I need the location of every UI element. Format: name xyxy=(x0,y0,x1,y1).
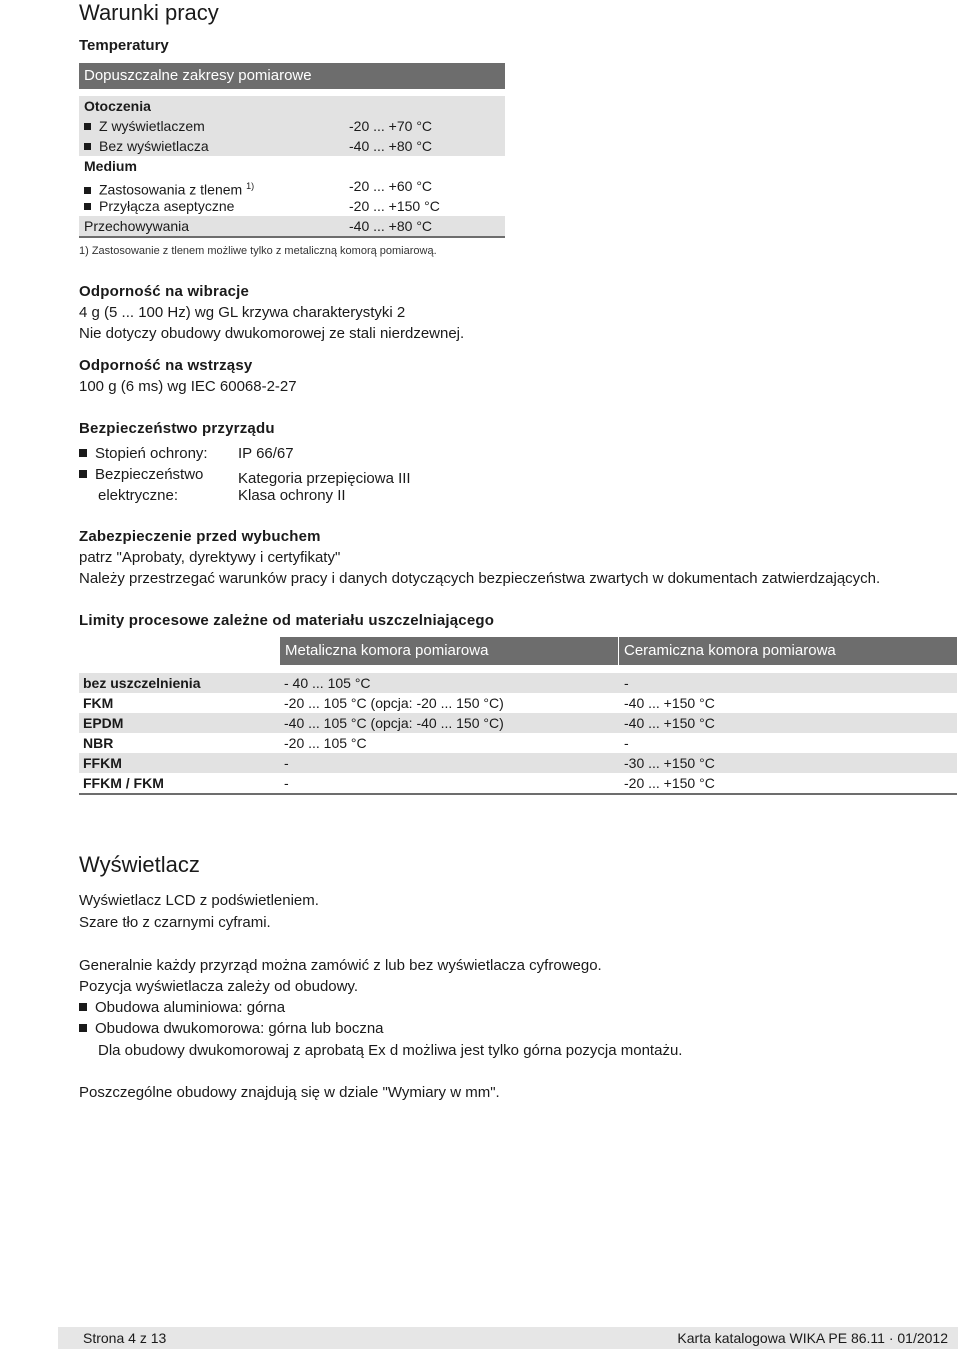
metal-cell: -20 ... 105 °C xyxy=(284,735,367,751)
temperature-table xyxy=(79,63,505,238)
electrical-label-2: elektryczne: xyxy=(98,487,179,504)
square-bullet-icon xyxy=(84,187,91,194)
ceramic-cell: - xyxy=(624,735,629,751)
vibration-line-1: 4 g (5 ... 100 Hz) wg GL krzywa charakterystyki 2 xyxy=(79,304,406,321)
square-bullet-icon xyxy=(79,1024,87,1032)
safety-heading: Bezpieczeństwo przyrządu xyxy=(79,420,275,437)
explosion-line-2: Należy przestrzegać warunków pracy i danych dotyczących bezpieczeństwa zwartych w dokumentach zatwierdzających. xyxy=(79,570,881,587)
list-item xyxy=(79,999,285,1016)
square-bullet-icon xyxy=(84,143,91,150)
display-p5: Poszczególne obudowy znajdują się w dziale "Wymiary w mm". xyxy=(79,1084,500,1101)
protection-value: IP 66/67 xyxy=(238,445,294,462)
limits-table xyxy=(79,637,957,795)
table-row xyxy=(79,713,957,733)
metal-cell: - xyxy=(284,775,289,791)
medium-label: Medium xyxy=(84,158,137,174)
metal-cell: - 40 ... 105 °C xyxy=(284,675,371,691)
metal-cell: - xyxy=(284,755,289,771)
display-title: Wyświetlacz xyxy=(79,852,200,877)
ambient-row-label: Z wyświetlaczem xyxy=(99,118,205,134)
medium-label-row xyxy=(79,156,505,176)
explosion-heading: Zabezpieczenie przed wybuchem xyxy=(79,528,321,545)
column-header-ceramic: Ceramiczna komora pomiarowa xyxy=(618,637,957,665)
electrical-value-2: Klasa ochrony II xyxy=(238,487,346,504)
storage-label: Przechowywania xyxy=(84,218,190,234)
ceramic-cell: - xyxy=(624,675,629,691)
ambient-label-row xyxy=(79,96,505,116)
square-bullet-icon xyxy=(79,1003,87,1011)
medium-row-value: -20 ... +60 °C xyxy=(349,178,433,194)
vibration-line-2: Nie dotyczy obudowy dwukomorowej ze stali nierdzewnej. xyxy=(79,325,465,342)
display-bullet-2: Obudowa dwukomorowa: górna lub boczna xyxy=(95,1020,384,1037)
protection-row xyxy=(79,445,208,462)
page-title: Warunki pracy xyxy=(79,0,219,25)
medium-row-label: Zastosowania z tlenem xyxy=(99,181,243,198)
explosion-line-1: patrz "Aprobaty, dyrektywy i certyfikaty" xyxy=(79,549,341,566)
display-p4: Pozycja wyświetlacza zależy od obudowy. xyxy=(79,978,359,995)
ceramic-cell: -40 ... +150 °C xyxy=(624,715,715,731)
display-p1: Wyświetlacz LCD z podświetleniem. xyxy=(79,892,319,909)
seal-cell: FFKM xyxy=(83,755,122,771)
electrical-value-1: Kategoria przepięciowa III xyxy=(238,470,411,487)
footnote-marker: 1) xyxy=(246,181,255,191)
storage-value: -40 ... +80 °C xyxy=(349,218,433,234)
storage-row xyxy=(79,216,505,236)
page-footer xyxy=(58,1327,958,1349)
temperature-footnote: 1) Zastosowanie z tlenem możliwe tylko z metaliczną komorą pomiarową. xyxy=(79,245,437,257)
limits-heading: Limity procesowe zależne od materiału uszczelniającego xyxy=(79,612,495,629)
table-row xyxy=(79,753,957,773)
table-row xyxy=(79,773,957,793)
shock-heading: Odporność na wstrząsy xyxy=(79,357,253,374)
medium-row-label: Przyłącza aseptyczne xyxy=(99,198,235,214)
seal-cell: FFKM / FKM xyxy=(83,775,164,791)
display-p3: Generalnie każdy przyrząd można zamówić z lub bez wyświetlacza cyfrowego. xyxy=(79,957,602,974)
ceramic-cell: -20 ... +150 °C xyxy=(624,775,715,791)
table-row xyxy=(79,693,957,713)
page-number: Strona 4 z 13 xyxy=(83,1330,167,1346)
column-header-metal: Metaliczna komora pomiarowa xyxy=(280,637,618,665)
metal-cell: -40 ... 105 °C (opcja: -40 ... 150 °C) xyxy=(284,715,504,731)
limits-table-header xyxy=(79,637,957,665)
ambient-row-value: -20 ... +70 °C xyxy=(349,118,433,134)
seal-cell: NBR xyxy=(83,735,114,751)
ceramic-cell: -30 ... +150 °C xyxy=(624,755,715,771)
seal-cell: EPDM xyxy=(83,715,124,731)
table-row xyxy=(79,733,957,753)
table-row xyxy=(79,116,505,136)
table-row xyxy=(79,196,505,216)
document-reference: Karta katalogowa WIKA PE 86.11 · 01/2012 xyxy=(677,1330,948,1346)
ambient-label: Otoczenia xyxy=(84,98,151,114)
shock-line-1: 100 g (6 ms) wg IEC 60068-2-27 xyxy=(79,378,297,395)
table-row xyxy=(79,136,505,156)
table-row xyxy=(79,673,957,693)
square-bullet-icon xyxy=(79,470,87,478)
display-note: Dla obudowy dwukomorowaj z aprobatą Ex d możliwa jest tylko górna pozycja montażu. xyxy=(98,1042,683,1059)
table-row xyxy=(79,176,505,196)
vibration-heading: Odporność na wibracje xyxy=(79,283,250,300)
temperature-table-title: Dopuszczalne zakresy pomiarowe xyxy=(79,63,505,89)
medium-row-value: -20 ... +150 °C xyxy=(349,198,440,214)
ceramic-cell: -40 ... +150 °C xyxy=(624,695,715,711)
electrical-label-1: Bezpieczeństwo xyxy=(95,466,204,483)
ambient-row-value: -40 ... +80 °C xyxy=(349,138,433,154)
display-p2: Szare tło z czarnymi cyframi. xyxy=(79,914,271,931)
electrical-row xyxy=(79,466,203,483)
list-item xyxy=(79,1020,384,1037)
seal-cell: FKM xyxy=(83,695,114,711)
display-bullet-1: Obudowa aluminiowa: górna xyxy=(95,999,286,1016)
square-bullet-icon xyxy=(84,203,91,210)
ambient-row-label: Bez wyświetlacza xyxy=(99,138,209,154)
temperatures-heading: Temperatury xyxy=(79,37,169,54)
metal-cell: -20 ... 105 °C (opcja: -20 ... 150 °C) xyxy=(284,695,504,711)
seal-cell: bez uszczelnienia xyxy=(83,675,201,691)
square-bullet-icon xyxy=(84,123,91,130)
square-bullet-icon xyxy=(79,449,87,457)
protection-label: Stopień ochrony: xyxy=(95,445,208,462)
